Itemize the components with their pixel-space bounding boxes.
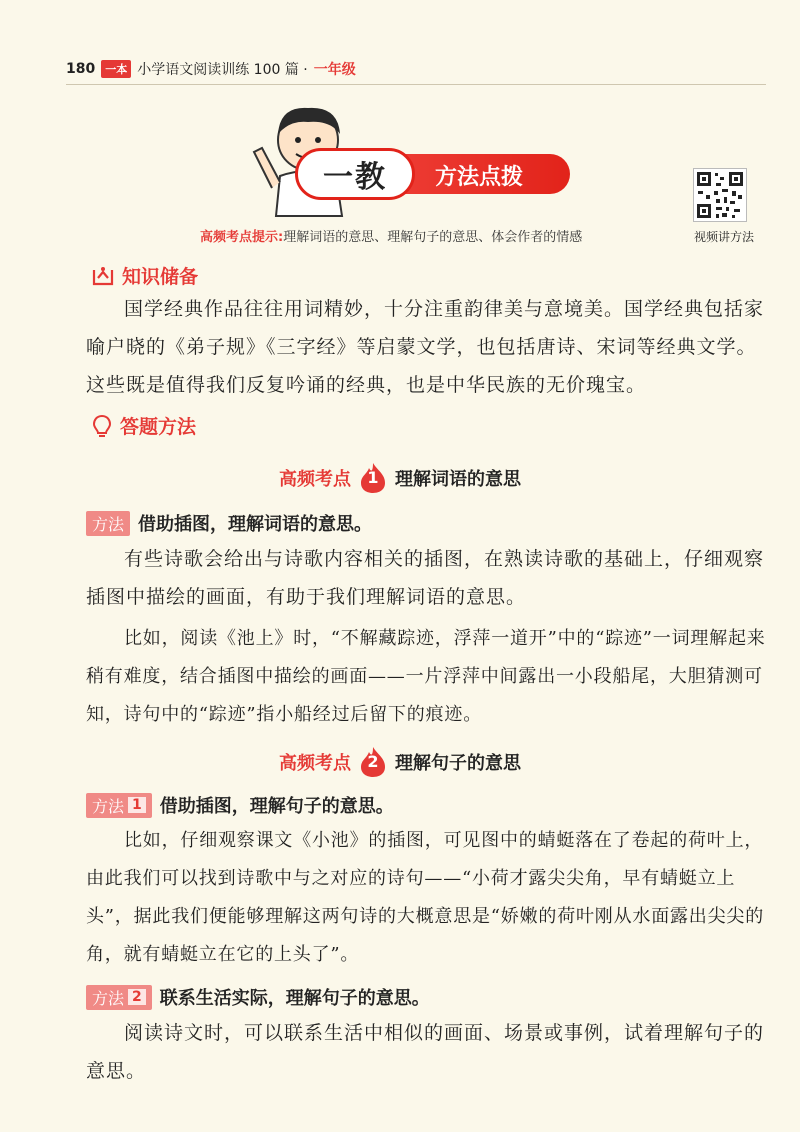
banner-subtitle: 方法点拨 xyxy=(435,165,524,190)
knowledge-heading xyxy=(92,262,198,289)
point-2-paragraph-2: 阅读诗文时，可以联系生活中相似的画面、场景或事例，试着理解句子的意思。 xyxy=(86,1022,765,1082)
method-tag-text: 方法 xyxy=(92,796,125,816)
exam-point-1-number: 1 xyxy=(367,468,379,487)
flame-number-icon xyxy=(359,462,387,494)
exam-point-1-heading xyxy=(0,462,800,494)
page-number: 180 xyxy=(66,61,96,77)
qr-caption: 视频讲方法 xyxy=(693,230,754,244)
book-stand-icon xyxy=(92,266,114,286)
point-1-paragraph-2: 比如，阅读《池上》时，“不解藏踪迹，浮萍一道开”中的“踪迹”一词理解起来稍有难度，结合插图中描绘的画面——一片浮萍中间露出一小段船尾，大胆猜测可知，诗句中的“踪迹”指小船经过后留下的痕迹。 xyxy=(86,628,766,725)
method-tag-text: 方法 xyxy=(92,514,125,534)
banner-title: 一教 xyxy=(295,148,415,200)
method-tag-number: 2 xyxy=(128,989,146,1005)
book-title: 小学语文阅读训练 100 篇 · xyxy=(137,62,308,78)
method-title: 联系生活实际，理解句子的意思。 xyxy=(159,988,430,1009)
brand-badge: 一本 xyxy=(101,60,131,78)
method-tag-text: 方法 xyxy=(92,988,125,1008)
answer-method-heading-text: 答题方法 xyxy=(120,416,197,438)
point-2-method-1 xyxy=(86,792,394,818)
running-header xyxy=(66,54,766,85)
qr-code-icon[interactable] xyxy=(693,168,747,222)
exam-point-2-title: 理解句子的意思 xyxy=(395,753,521,774)
exam-point-1-title: 理解词语的意思 xyxy=(395,469,521,490)
exam-point-2-number: 2 xyxy=(367,752,379,771)
method-tag xyxy=(86,793,152,818)
method-title: 借助插图，理解句子的意思。 xyxy=(159,796,394,817)
method-tag xyxy=(86,511,130,536)
exam-point-2-label: 高频考点 xyxy=(279,753,351,774)
exam-point-1-label: 高频考点 xyxy=(279,469,351,490)
lightbulb-icon xyxy=(92,414,112,438)
flame-number-icon xyxy=(359,746,387,778)
grade-label: 一年级 xyxy=(313,62,356,78)
exam-tip-text: 理解词语的意思、理解句子的意思、体会作者的情感 xyxy=(283,230,583,245)
answer-method-heading xyxy=(92,412,196,439)
knowledge-heading-text: 知识储备 xyxy=(122,266,199,288)
point-2-method-2 xyxy=(86,984,430,1010)
knowledge-paragraph: 国学经典作品往往用词精妙，十分注重韵律美与意境美。国学经典包括家喻户晓的《弟子规》《三字经》等启蒙文学，也包括唐诗、宋词等经典文学。这些既是值得我们反复吟诵的经典，也是中华民族的无价瑰宝。 xyxy=(86,298,765,396)
point-1-method xyxy=(86,510,372,536)
exam-tip-label: 高频考点提示: xyxy=(200,230,284,245)
exam-point-2-heading xyxy=(0,746,800,778)
method-tag-number: 1 xyxy=(128,797,146,813)
point-2-paragraph-1: 比如，仔细观察课文《小池》的插图，可见图中的蜻蜓落在了卷起的荷叶上，由此我们可以找到诗歌中与之对应的诗句——“小荷才露尖尖角，早有蜻蜓立上头”，据此我们便能够理解这两句诗的大概意思是“娇嫩的荷叶刚从水面露出尖尖的角，就有蜻蜓立在它的上头了”。 xyxy=(86,830,765,965)
method-title: 借助插图，理解词语的意思。 xyxy=(138,514,373,535)
method-tag xyxy=(86,985,152,1010)
exam-tip xyxy=(200,226,680,245)
section-banner xyxy=(295,148,570,200)
point-1-paragraph-1: 有些诗歌会给出与诗歌内容相关的插图，在熟读诗歌的基础上，仔细观察插图中描绘的画面，有助于我们理解词语的意思。 xyxy=(86,548,765,608)
